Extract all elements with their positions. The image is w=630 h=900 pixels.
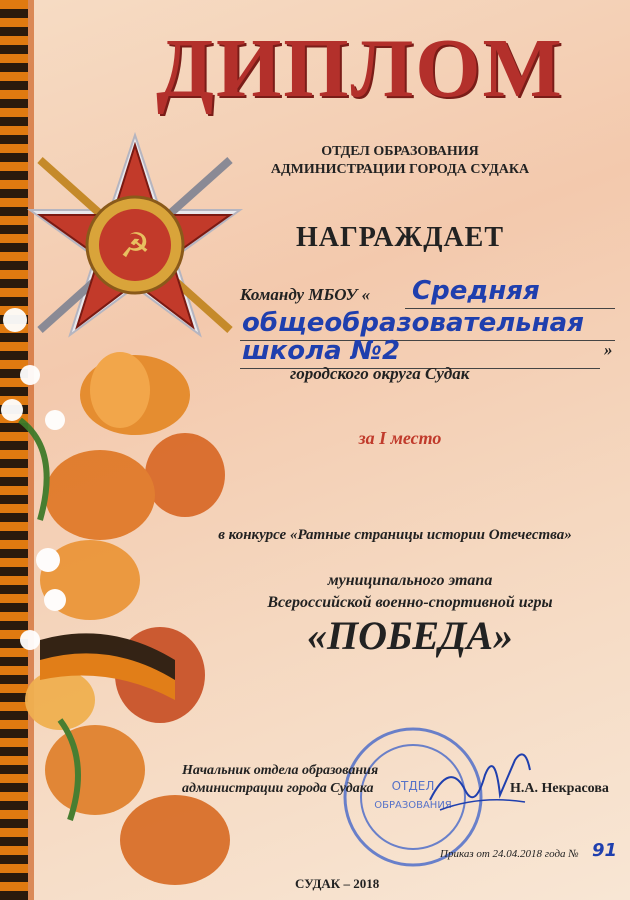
signer-title <box>182 762 378 798</box>
team-suffix: » <box>604 340 613 359</box>
issuer-line-1: ОТДЕЛ ОБРАЗОВАНИЯ <box>321 144 479 159</box>
stage-line-2: Всероссийской военно-спортивной игры <box>267 594 553 611</box>
order-patriotic-war-medal <box>15 125 255 365</box>
stage-line-1: муниципального этапа <box>327 572 493 589</box>
issuer-department <box>240 143 560 179</box>
order-number: 91 <box>592 840 618 861</box>
handwritten-signature <box>420 740 540 820</box>
team-name-line-3: школа №2 <box>242 336 401 366</box>
team-name-line-1: Средняя <box>412 276 540 306</box>
city-year: СУДАК – 2018 <box>295 876 380 891</box>
diploma-title: ДИПЛОМ <box>156 22 564 115</box>
team-prefix: Команду МБОУ « <box>240 285 371 304</box>
awards-heading: НАГРАЖДАЕТ <box>295 222 505 253</box>
svg-text:ОТДЕЛ: ОТДЕЛ <box>391 779 435 793</box>
district-text: городского округа Судак <box>290 364 470 383</box>
order-reference: Приказ от 24.04.2018 года № <box>440 848 579 860</box>
stage-description <box>210 570 610 614</box>
svg-text:ОБРАЗОВАНИЯ: ОБРАЗОВАНИЯ <box>374 800 452 811</box>
signer-line-2: администрации города Судака <box>182 781 374 796</box>
svg-text:☭: ☭ <box>119 226 151 266</box>
issuer-line-2: АДМИНИСТРАЦИИ ГОРОДА СУДАКА <box>270 162 530 177</box>
signer-name: Н.А. Некрасова <box>510 781 609 796</box>
signer-line-1: Начальник отдела образования <box>182 763 379 778</box>
game-title: «ПОБЕДА» <box>306 613 514 658</box>
team-name-line-2: общеобразовательная <box>242 308 584 338</box>
contest-name: в конкурсе «Ратные страницы истории Отечества» <box>218 527 572 543</box>
place-award: за I место <box>358 428 442 448</box>
